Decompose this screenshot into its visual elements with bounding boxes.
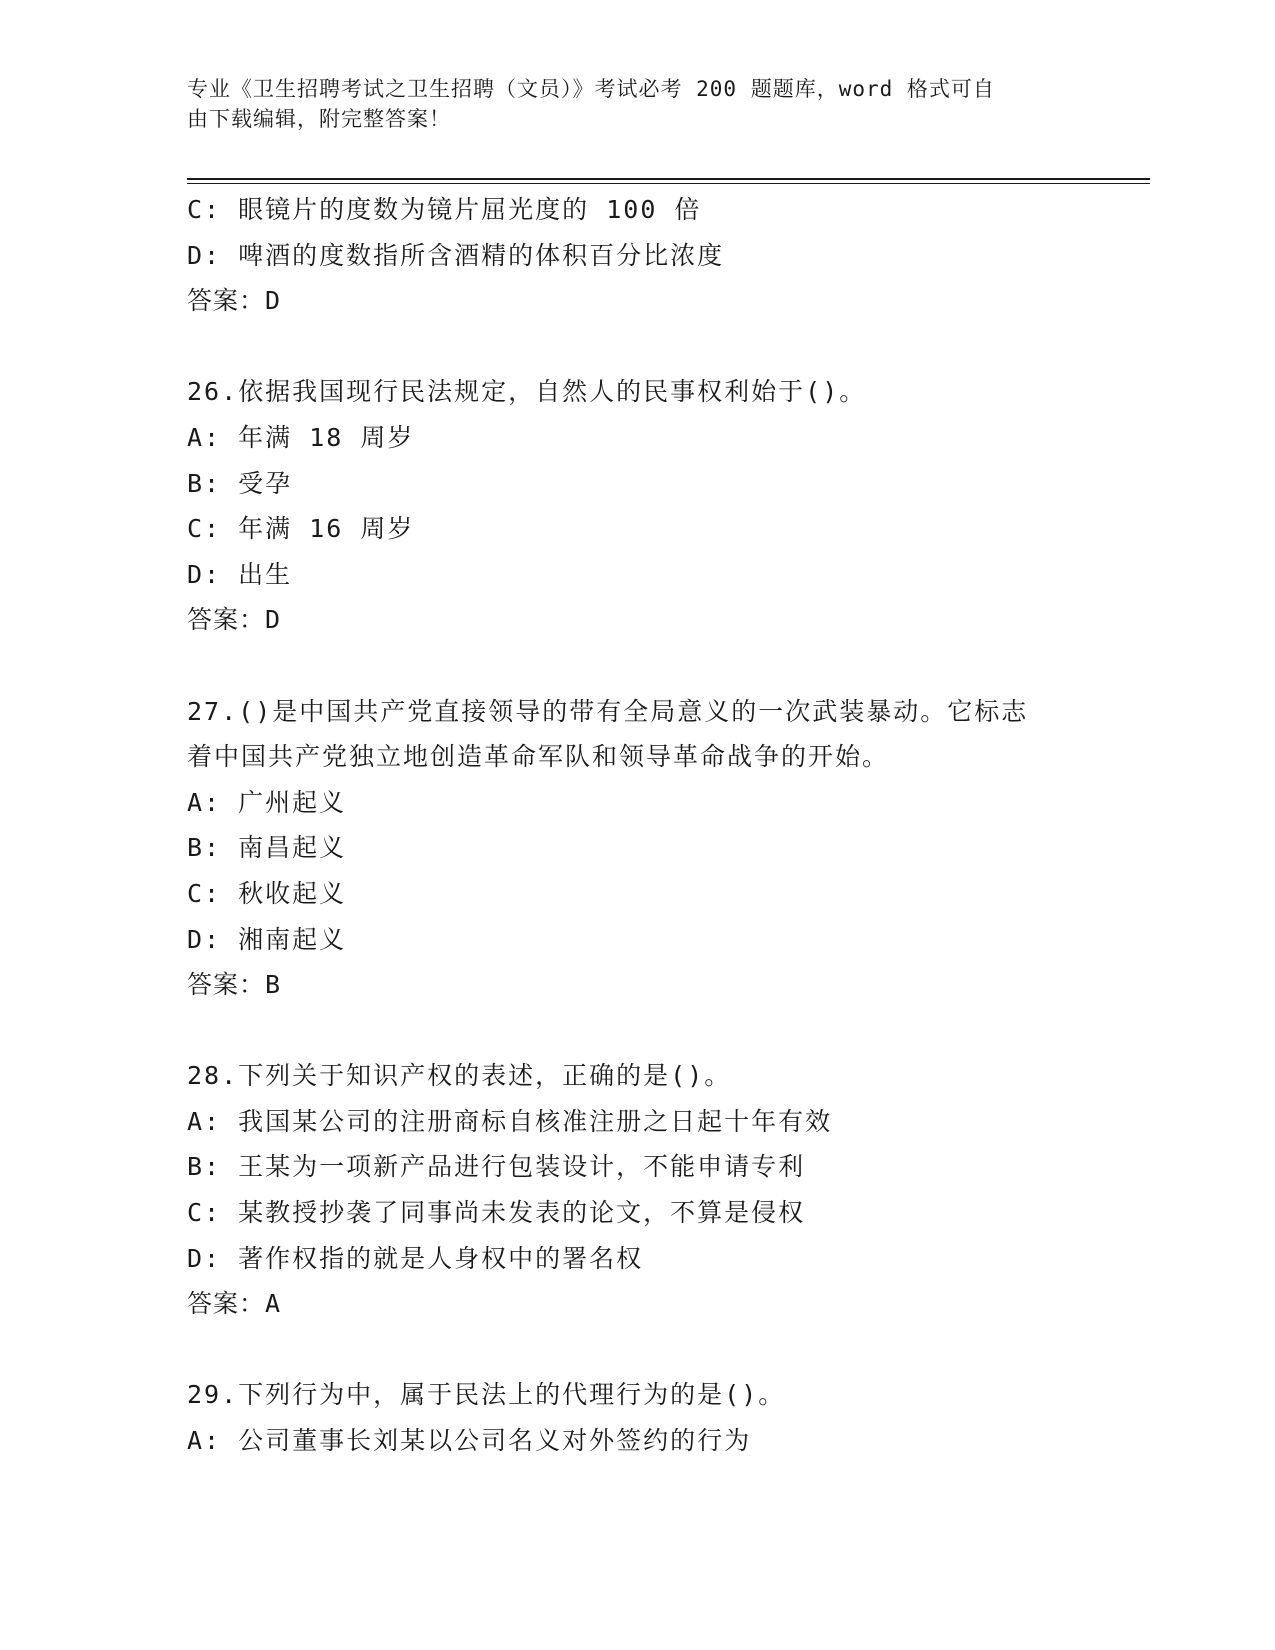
blank-line	[187, 324, 1087, 370]
option-text: 王某为一项新产品进行包装设计，不能申请专利	[238, 1152, 806, 1182]
option-text: 广州起义	[238, 787, 347, 817]
question-27	[187, 689, 1087, 1008]
answer-label: 答案：	[187, 286, 266, 316]
option-text: 啤酒的度数指所含酒精的体积百分比浓度	[238, 240, 725, 270]
option-line	[187, 780, 1087, 826]
document-header	[187, 74, 1067, 134]
option-text: 秋收起义	[238, 878, 347, 908]
header-line-1: 专业《卫生招聘考试之卫生招聘（文员）》考试必考 200 题题库，word 格式可自	[187, 77, 995, 101]
option-line	[187, 461, 1087, 507]
option-text: 某教授抄袭了同事尚未发表的论文，不算是侵权	[238, 1198, 806, 1228]
header-rule-thin	[187, 183, 1150, 184]
option-letter: C:	[187, 878, 222, 908]
answer-label: 答案：	[187, 970, 266, 1000]
answer-label: 答案：	[187, 605, 266, 635]
option-text: 眼镜片的度数为镜片屈光度的 100 倍	[238, 195, 702, 224]
blank-line	[187, 643, 1087, 689]
blank-line	[187, 1008, 1087, 1054]
document-body	[187, 187, 1087, 1464]
option-line	[187, 415, 1087, 461]
option-letter: D:	[187, 559, 222, 589]
answer-line	[187, 597, 1087, 643]
option-text: 公司董事长刘某以公司名义对外签约的行为	[238, 1426, 752, 1456]
question-stem: 着中国共产党独立地创造革命军队和领导革命战争的开始。	[187, 742, 890, 772]
option-letter: A:	[187, 1106, 222, 1136]
option-text: 年满 18 周岁	[238, 422, 415, 452]
question-stem: 29.下列行为中，属于民法上的代理行为的是()。	[187, 1380, 786, 1410]
answer-label: 答案：	[187, 1289, 266, 1319]
question-26	[187, 369, 1087, 643]
option-letter: D:	[187, 240, 222, 270]
option-letter: B:	[187, 833, 222, 863]
option-line	[187, 1144, 1087, 1190]
option-text: 著作权指的就是人身权中的署名权	[238, 1243, 644, 1273]
question-stem: 26.依据我国现行民法规定，自然人的民事权利始于()。	[187, 377, 867, 407]
blank-line	[187, 1327, 1087, 1373]
option-line	[187, 917, 1087, 963]
option-line	[187, 187, 1087, 233]
answer-line	[187, 1281, 1087, 1327]
option-letter: B:	[187, 1152, 222, 1182]
option-letter: A:	[187, 1426, 222, 1456]
answer-value: D	[265, 605, 281, 635]
option-letter: A:	[187, 787, 222, 817]
question-stem: 27.()是中国共产党直接领导的带有全局意义的一次武装暴动。它标志	[187, 696, 1029, 726]
option-line	[187, 233, 1087, 279]
option-letter: A:	[187, 422, 222, 452]
option-text: 年满 16 周岁	[238, 514, 415, 544]
option-text: 南昌起义	[238, 833, 347, 863]
question-stem: 28.下列关于知识产权的表述，正确的是()。	[187, 1061, 732, 1091]
option-line	[187, 1190, 1087, 1236]
option-line	[187, 1418, 1087, 1464]
option-line	[187, 825, 1087, 871]
option-text: 我国某公司的注册商标自核准注册之日起十年有效	[238, 1106, 833, 1136]
header-line-2: 由下载编辑，附完整答案！	[187, 107, 451, 131]
header-rule-thick	[187, 178, 1150, 180]
question-28	[187, 1053, 1087, 1327]
option-letter: C:	[187, 514, 222, 544]
option-text: 受孕	[238, 468, 293, 498]
option-letter: D:	[187, 1243, 222, 1273]
answer-line	[187, 278, 1087, 324]
answer-line	[187, 962, 1087, 1008]
option-line	[187, 506, 1087, 552]
option-letter: C:	[187, 1198, 222, 1228]
answer-value: A	[265, 1289, 281, 1319]
option-letter: C:	[187, 195, 222, 224]
option-letter: B:	[187, 468, 222, 498]
answer-value: D	[265, 286, 281, 316]
option-text: 湘南起义	[238, 924, 347, 954]
option-letter: D:	[187, 924, 222, 954]
answer-value: B	[265, 970, 281, 1000]
option-text: 出生	[238, 559, 293, 589]
option-line	[187, 1236, 1087, 1282]
option-line	[187, 552, 1087, 598]
question-29	[187, 1372, 1087, 1463]
option-line	[187, 871, 1087, 917]
option-line	[187, 1099, 1087, 1145]
